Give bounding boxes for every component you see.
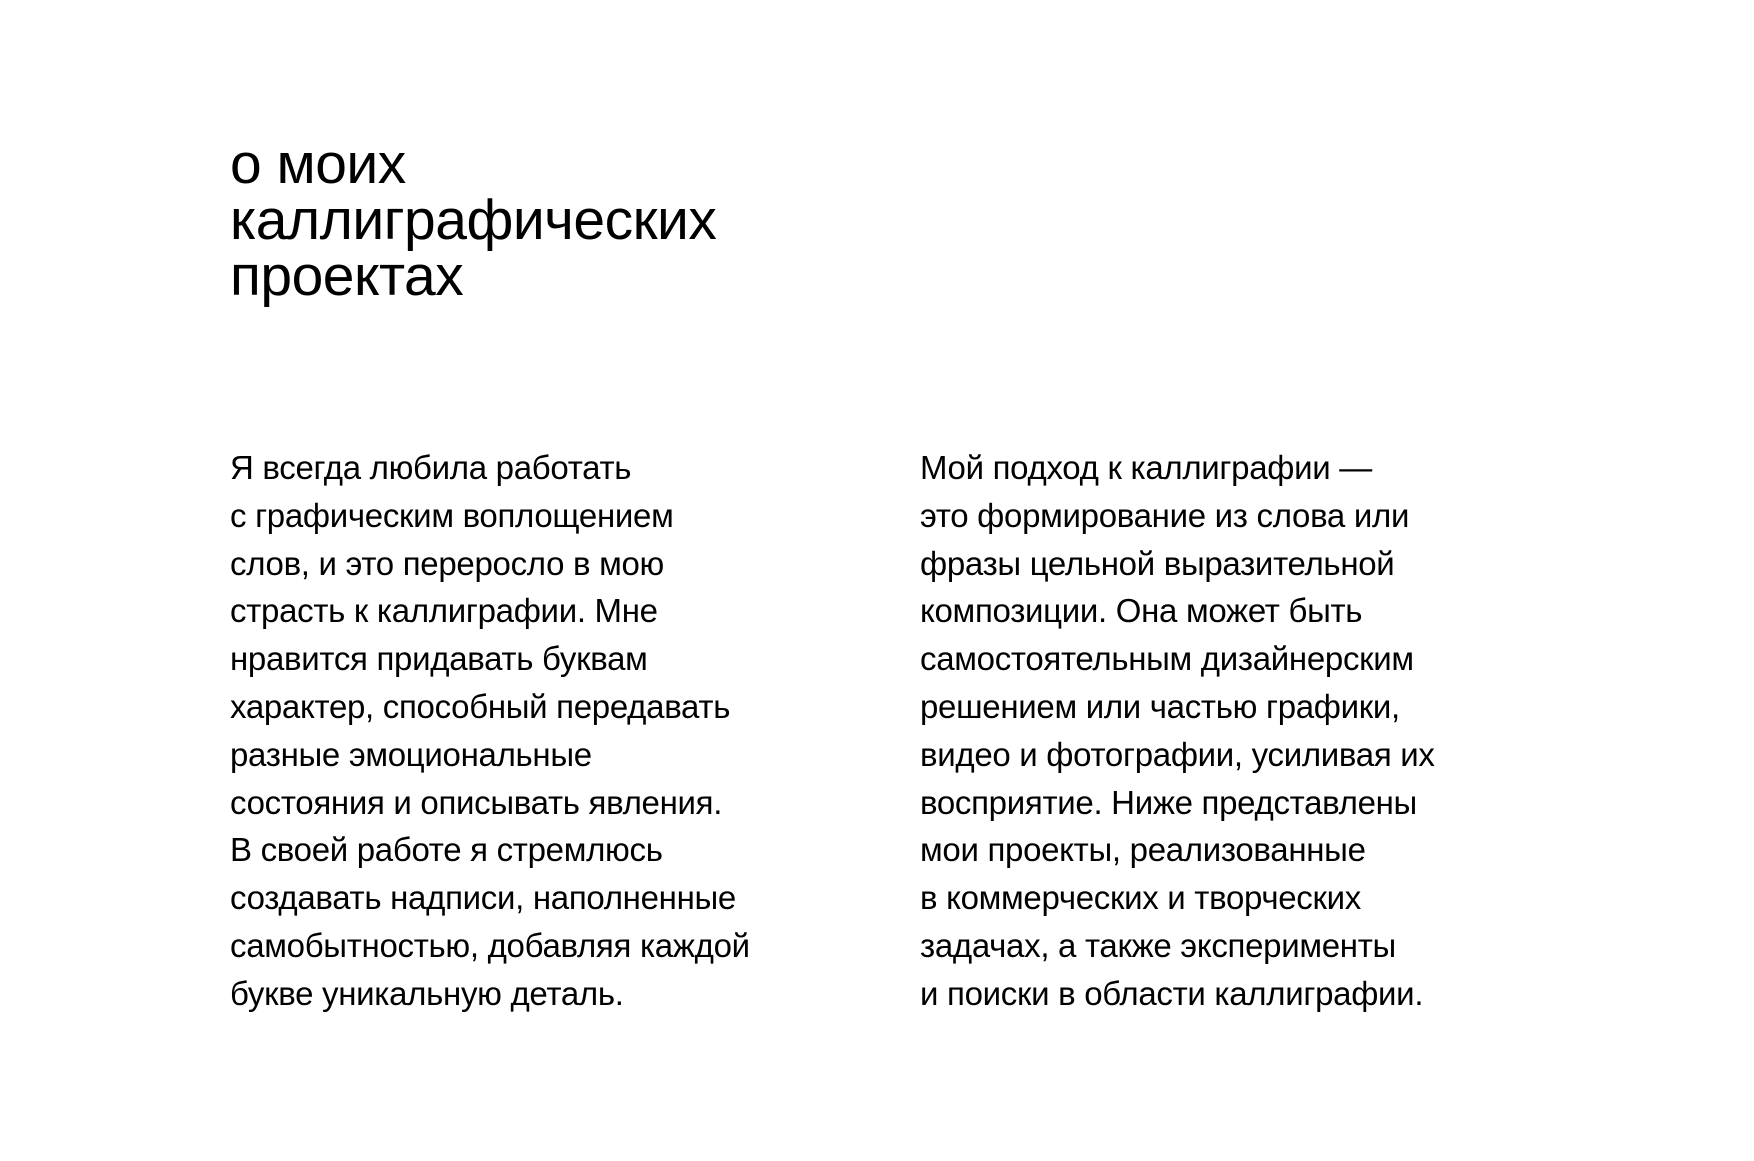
- paragraph-line: Мой подход к каллиграфии —: [920, 449, 1372, 486]
- page-title: [230, 132, 717, 308]
- paragraph-line: Я всегда любила работать: [230, 449, 632, 486]
- paragraph-line: с графическим воплощением: [230, 496, 674, 534]
- paragraph-line: фразы цельной выразительной: [920, 544, 1395, 582]
- paragraph-line: самобытностью, добавляя каждой: [230, 926, 750, 964]
- paragraph-line: и поиски в области каллиграфии.: [920, 974, 1424, 1012]
- paragraph-line: характер, способный передавать: [230, 687, 731, 725]
- paragraph-line: слов, и это переросло в мою: [230, 544, 665, 582]
- paragraph-line: это формирование из слова или: [920, 496, 1410, 534]
- title-line: каллиграфических: [230, 188, 717, 252]
- paragraph-line: восприятие. Ниже представлены: [920, 783, 1417, 821]
- right-paragraph: [920, 444, 1435, 1018]
- title-line: о моих: [230, 132, 406, 196]
- title-line: проектах: [230, 244, 464, 308]
- paragraph-line: мои проекты, реализованные: [920, 831, 1366, 869]
- left-paragraph: [230, 444, 750, 1018]
- paragraph-line: самостоятельным дизайнерским: [920, 640, 1414, 678]
- paragraph-line: создавать надписи, наполненные: [230, 879, 736, 917]
- paragraph-line: решением или частью графики,: [920, 687, 1400, 725]
- paragraph-line: разные эмоциональные: [230, 735, 592, 773]
- paragraph-line: в коммерческих и творческих: [920, 879, 1361, 917]
- paragraph-line: композиции. Она может быть: [920, 592, 1363, 630]
- paragraph-line: задачах, а также эксперименты: [920, 926, 1396, 964]
- paragraph-line: состояния и описывать явления.: [230, 783, 723, 821]
- paragraph-line: видео и фотографии, усиливая их: [920, 735, 1435, 773]
- paragraph-line: страсть к каллиграфии. Мне: [230, 592, 658, 630]
- paragraph-line: нравится придавать буквам: [230, 640, 648, 678]
- paragraph-line: В своей работе я стремлюсь: [230, 831, 663, 869]
- paragraph-line: букве уникальную деталь.: [230, 974, 624, 1012]
